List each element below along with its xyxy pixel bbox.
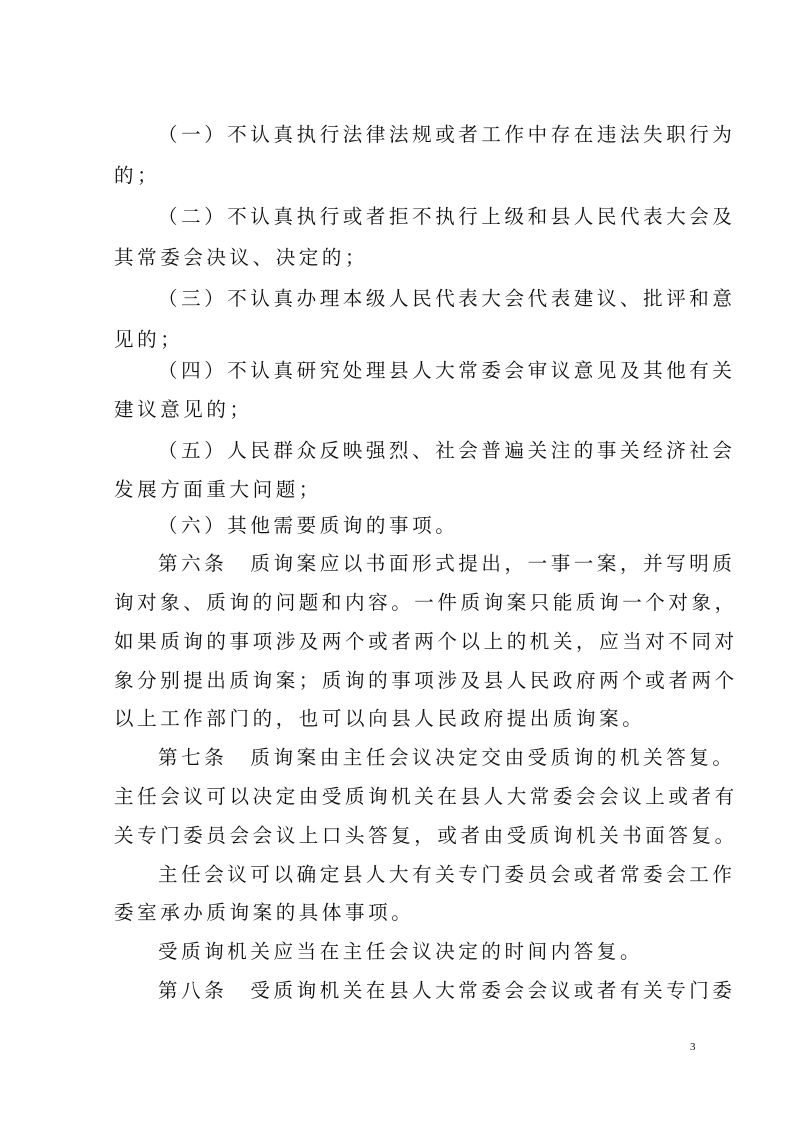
text-line: 发展方面重大问题； (114, 478, 322, 501)
article-heading-line: 第六条 质询案应以书面形式提出，一事一案，并写明质 (158, 552, 736, 575)
text-line: （二）不认真执行或者拒不执行上级和县人民代表大会及 (158, 205, 736, 228)
text-line: 其常委会决议、决定的； (114, 246, 369, 269)
text-line: 象分别提出质询案；质询的事项涉及县人民政府两个或者两个 (114, 669, 738, 692)
text-line: 建议意见的； (114, 398, 253, 421)
text-line: 关专门委员会会议上口头答复，或者由受质询机关书面答复。 (114, 824, 738, 847)
text-line: 见的； (114, 328, 184, 351)
article-heading-line: 第七条 质询案由主任会议决定交由受质询的机关答复。 (158, 746, 736, 769)
text-line: 的； (114, 164, 161, 187)
text-line: （四）不认真研究处理县人大常委会审议意见及其他有关 (158, 359, 736, 382)
text-line: （五）人民群众反映强烈、社会普遍关注的事关经济社会 (158, 439, 736, 462)
text-line: 受质询机关应当在主任会议决定的时间内答复。 (158, 940, 644, 963)
text-line: 委室承办质询案的具体事项。 (114, 901, 415, 924)
text-line: 主任会议可以确定县人大有关专门委员会或者常委会工作 (158, 863, 736, 886)
text-line: 如果质询的事项涉及两个或者两个以上的机关，应当对不同对 (114, 630, 738, 653)
text-line: 主任会议可以决定由受质询机关在县人大常委会会议上或者有 (114, 785, 738, 808)
page-number: 3 (690, 1041, 696, 1053)
text-line: （三）不认真办理本级人民代表大会代表建议、批评和意 (158, 287, 736, 310)
text-line: 询对象、质询的问题和内容。一件质询案只能质询一个对象， (114, 591, 738, 614)
text-line: （六）其他需要质询的事项。 (158, 514, 459, 537)
text-line: （一）不认真执行法律法规或者工作中存在违法失职行为 (158, 123, 736, 146)
article-heading-line: 第八条 受质询机关在县人大常委会会议或者有关专门委 (158, 979, 736, 1002)
text-line: 以上工作部门的，也可以向县人民政府提出质询案。 (114, 707, 646, 730)
